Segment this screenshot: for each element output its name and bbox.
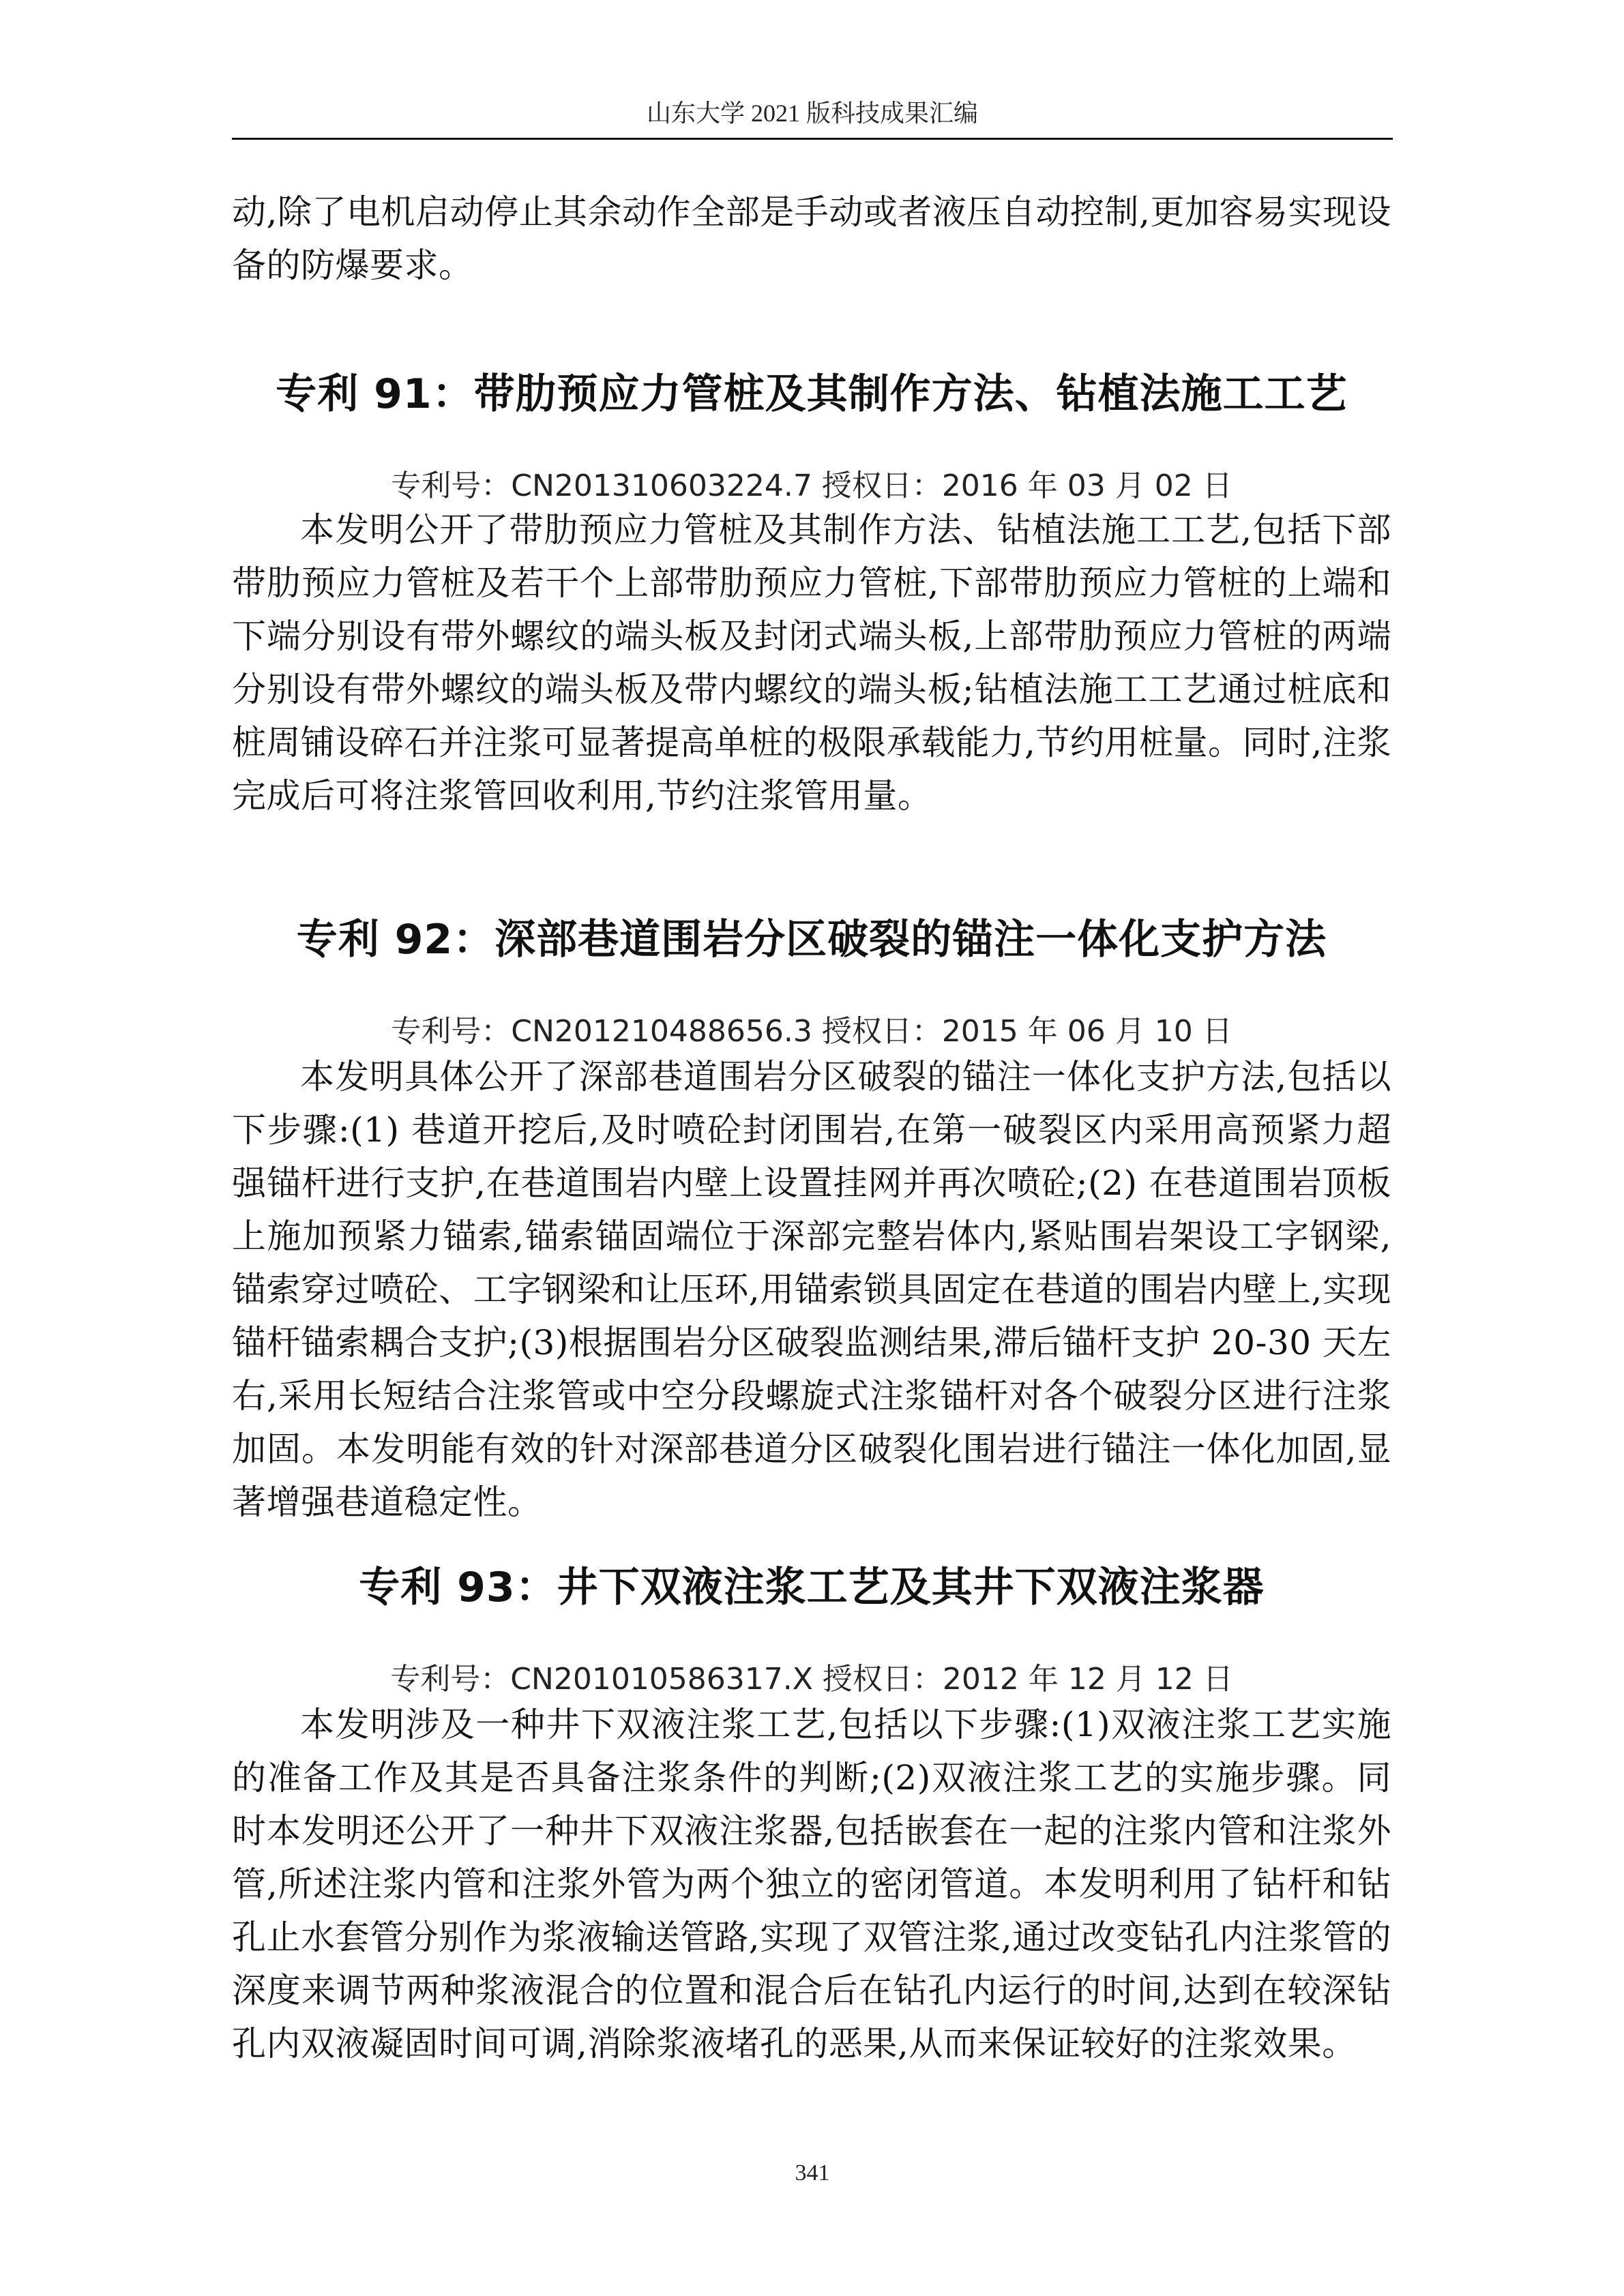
header-divider [232, 138, 1393, 140]
intro-paragraph: 动,除了电机启动停止其余动作全部是手动或者液压自动控制,更加容易实现设备的防爆要求。 [232, 192, 1391, 285]
patent-93-abstract: 本发明涉及一种井下双液注浆工艺,包括以下步骤:(1)双液注浆工艺实施的准备工作及其是否具备注浆条件的判断;(2)双液注浆工艺的实施步骤。同时本发明还公开了一种井下双液注浆器,包括嵌套在一起的注浆内管和注浆外管,所述注浆内管和注浆外管为两个独立的密闭管道。本发明利用了钻杆和钻孔止水套管分别作为浆液输送管路,实现了双管注浆,通过改变钻孔内注浆管的深度来调节两种浆液混合的位置和混合后在钻孔内运行的时间,达到在较深钻孔内双液凝固时间可调,消除浆液堵孔的恶果,从而来保证较好的注浆效果。 [232, 1705, 1391, 2063]
patent-91-meta: 专利号：CN201310603224.7 授权日：2016 年 03 月 02 日 [391, 468, 1232, 503]
page-number: 341 [795, 2160, 830, 2186]
patent-92-meta: 专利号：CN201210488656.3 授权日：2015 年 06 月 10 日 [391, 1014, 1232, 1049]
patent-91-abstract: 本发明公开了带肋预应力管桩及其制作方法、钻植法施工工艺,包括下部带肋预应力管桩及若干个上部带肋预应力管桩,下部带肋预应力管桩的上端和下端分别设有带外螺纹的端头板及封闭式端头板,上部带肋预应力管桩的两端分别设有带外螺纹的端头板及带内螺纹的端头板;钻植法施工工艺通过桩底和桩周铺设碎石并注浆可显著提高单桩的极限承载能力,节约用桩量。同时,注浆完成后可将注浆管回收利用,节约注浆管用量。 [232, 510, 1391, 816]
patent-93-meta: 专利号：CN201010586317.X 授权日：2012 年 12 月 12 日 [390, 1662, 1233, 1697]
patent-91-title: 专利 91：带肋预应力管桩及其制作方法、钻植法施工工艺 [276, 370, 1348, 418]
patent-93-title: 专利 93：井下双液注浆工艺及其井下双液注浆器 [359, 1564, 1265, 1611]
patent-92-abstract: 本发明具体公开了深部巷道围岩分区破裂的锚注一体化支护方法,包括以下步骤:(1) 巷道开挖后,及时喷砼封闭围岩,在第一破裂区内采用高预紧力超强锚杆进行支护,在巷道围岩内壁上设置挂网并再次喷砼;(2) 在巷道围岩顶板上施加预紧力锚索,锚索锚固端位于深部完整岩体内,紧贴围岩架设工字钢梁,锚索穿过喷砼、工字钢梁和让压环,用锚索锁具固定在巷道的围岩内壁上,实现锚杆锚索耦合支护;(3)根据围岩分区破裂监测结果,滞后锚杆支护 20-30 天左右,采用长短结合注浆管或中空分段螺旋式注浆锚杆对各个破裂分区进行注浆加固。本发明能有效的针对深部巷道分区破裂化围岩进行锚注一体化加固,显著增强巷道稳定性。 [232, 1057, 1391, 1522]
running-header: 山东大学 2021 版科技成果汇编 [646, 100, 978, 127]
patent-92-title: 专利 92：深部巷道围岩分区破裂的锚注一体化支护方法 [296, 916, 1327, 964]
